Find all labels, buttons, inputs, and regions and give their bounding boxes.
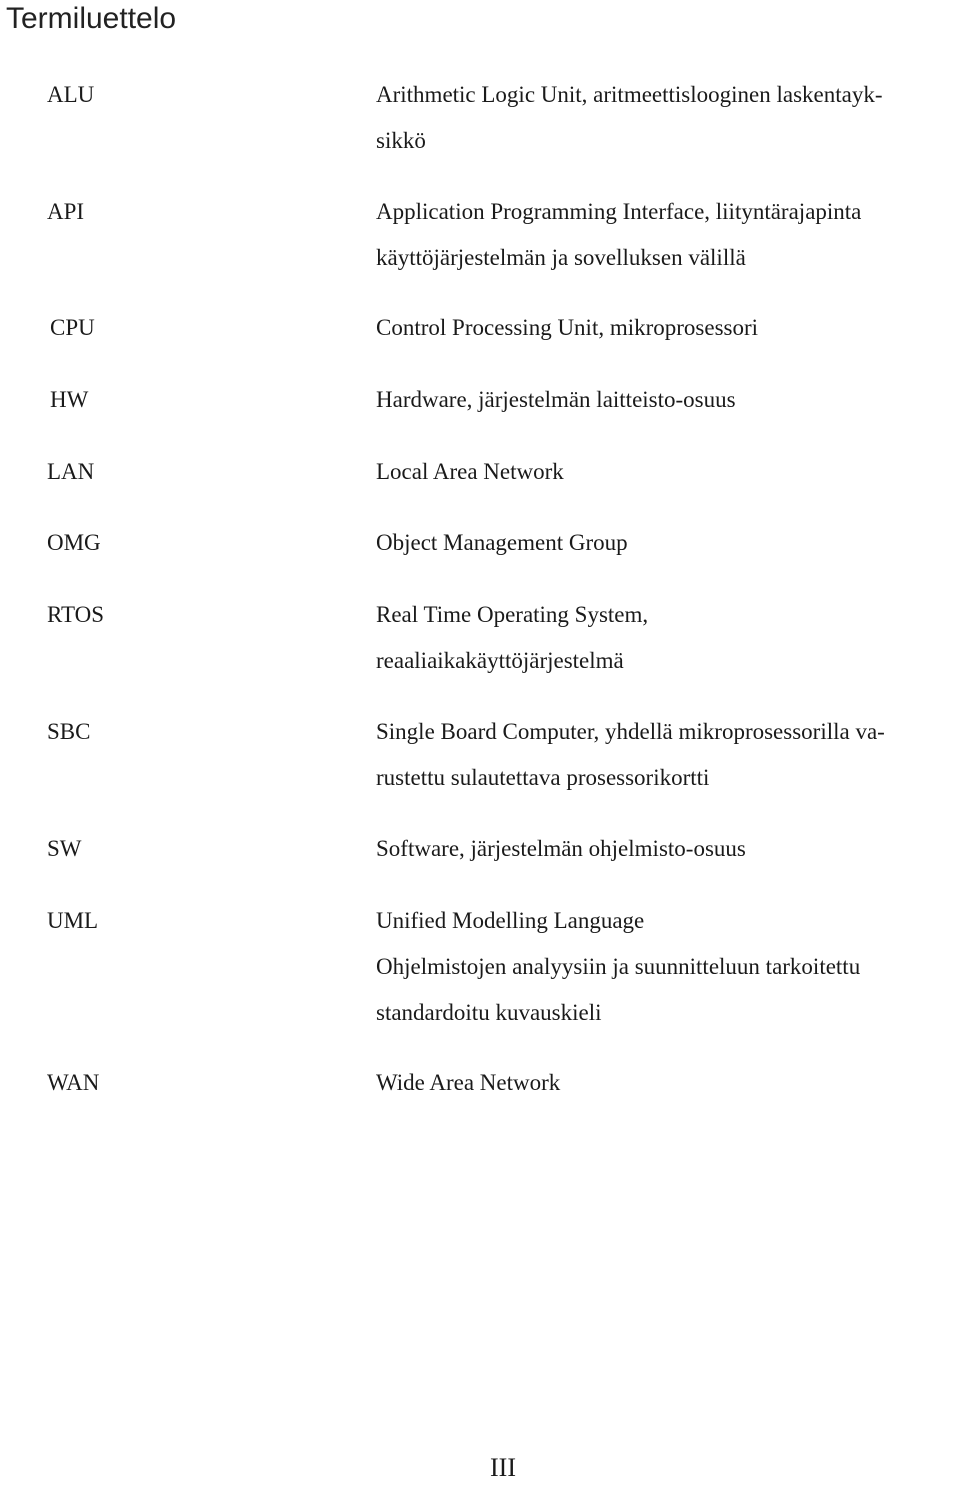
term-definition	[376, 826, 956, 872]
term-definition	[376, 1060, 956, 1106]
term-definition-line: Unified Modelling Language	[376, 908, 645, 933]
term-definition-line: Ohjelmistojen analyysiin ja suunnitteluun tarkoitettu	[376, 954, 861, 979]
term-definition-line: reaaliaikakäyttöjärjestelmä	[376, 648, 624, 673]
term-abbreviation: ALU	[47, 82, 95, 107]
term-definition-line: Software, järjestelmän ohjelmisto-osuus	[376, 836, 746, 861]
term-definition-line: rustettu sulautettava prosessorikortti	[376, 765, 710, 790]
term-definition	[376, 449, 956, 495]
term-abbreviation: API	[47, 199, 85, 224]
term-definition	[376, 189, 956, 281]
term-abbreviation: SBC	[47, 719, 91, 744]
term-definition-line: Object Management Group	[376, 530, 628, 555]
term-definition-line: Application Programming Interface, liityntärajapinta	[376, 199, 862, 224]
term-definition	[376, 72, 956, 164]
term-definition-line: käyttöjärjestelmän ja sovelluksen välillä	[376, 245, 746, 270]
term-definition	[376, 377, 956, 423]
term-abbreviation: RTOS	[47, 602, 104, 627]
term-definition-line: Local Area Network	[376, 459, 564, 484]
term-definition-line: Hardware, järjestelmän laitteisto-osuus	[376, 387, 736, 412]
term-abbreviation: OMG	[47, 530, 101, 555]
page-number: III	[490, 1453, 516, 1482]
term-abbreviation: LAN	[47, 459, 95, 484]
term-definition	[376, 898, 956, 1036]
term-definition-line: Single Board Computer, yhdellä mikroprosessorilla va-	[376, 719, 885, 744]
term-abbreviation: SW	[47, 836, 82, 861]
term-definition-line: Arithmetic Logic Unit, aritmeettislooginen laskentayk-	[376, 82, 883, 107]
term-definition-line: Real Time Operating System,	[376, 602, 649, 627]
term-abbreviation: HW	[50, 387, 89, 412]
term-abbreviation: UML	[47, 908, 99, 933]
term-definition	[376, 592, 956, 684]
term-definition-line: Control Processing Unit, mikroprosessori	[376, 315, 759, 340]
term-definition-line: sikkö	[376, 128, 426, 153]
term-definition-line: Wide Area Network	[376, 1070, 561, 1095]
term-definition	[376, 305, 956, 351]
term-definition-line: standardoitu kuvauskieli	[376, 1000, 602, 1025]
term-definition	[376, 709, 956, 801]
page-title: Termiluettelo	[6, 2, 177, 35]
term-definition	[376, 520, 956, 566]
term-abbreviation: WAN	[47, 1070, 100, 1095]
term-abbreviation: CPU	[50, 315, 95, 340]
